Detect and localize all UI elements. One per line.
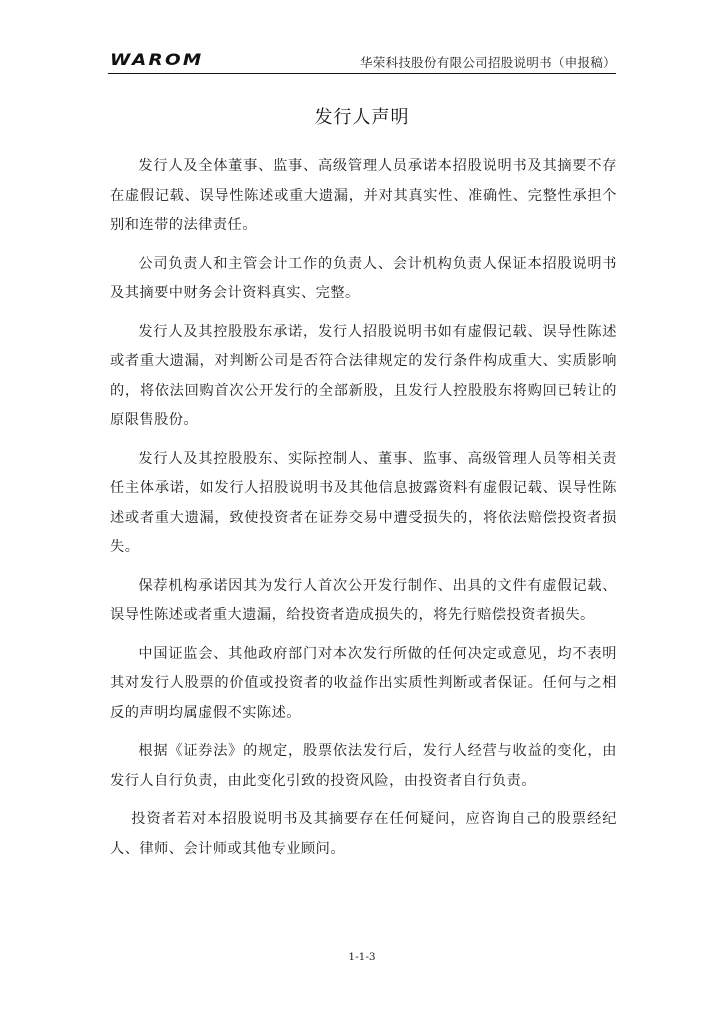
- declaration-body: [110, 152, 617, 873]
- paragraph-2: 公司负责人和主管会计工作的负责人、会计机构负责人保证本招股说明书及其摘要中财务会计资料真实、完整。: [110, 255, 617, 301]
- paragraph-5: 保荐机构承诺因其为发行人首次公开发行制作、出具的文件有虚假记载、误导性陈述或者重大遗漏，给投资者造成损失的，将先行赔偿投资者损失。: [110, 577, 617, 623]
- paragraph-4: 发行人及其控股股东、实际控制人、董事、监事、高级管理人员等相关责任主体承诺，如发行人招股说明书及其他信息披露资料有虚假记载、误导性陈述或者重大遗漏，致使投资者在证券交易中遭受损失的，将依法赔偿投资者损失。: [110, 450, 617, 555]
- paragraph-3: 发行人及其控股股东承诺，发行人招股说明书如有虚假记载、误导性陈述或者重大遗漏，对判断公司是否符合法律规定的发行条件构成重大、实质影响的，将依法回购首次公开发行的全部新股，且发行人控股股东将购回已转让的原限售股份。: [110, 323, 617, 428]
- paragraph-7: 根据《证券法》的规定，股票依法发行后，发行人经营与收益的变化，由发行人自行负责，由此变化引致的投资风险，由投资者自行负责。: [110, 743, 617, 789]
- paragraph-1: 发行人及全体董事、监事、高级管理人员承诺本招股说明书及其摘要不存在虚假记载、误导性陈述或重大遗漏，并对其真实性、准确性、完整性承担个别和连带的法律责任。: [110, 158, 617, 233]
- header-document-title: 华荣科技股份有限公司招股说明书（申报稿）: [359, 55, 616, 70]
- paragraph-8: 投资者若对本招股说明书及其摘要存在任何疑问，应咨询自己的股票经纪人、律师、会计师或其他专业顾问。: [110, 811, 617, 857]
- header-divider: [108, 73, 616, 74]
- company-logo: WAROM: [110, 50, 204, 69]
- page-number: 1-1-3: [348, 951, 376, 963]
- paragraph-6: 中国证监会、其他政府部门对本次发行所做的任何决定或意见，均不表明其对发行人股票的价值或投资者的收益作出实质性判断或者保证。任何与之相反的声明均属虚假不实陈述。: [110, 645, 617, 721]
- page-header: [108, 50, 616, 72]
- page-title: 发行人声明: [314, 107, 410, 128]
